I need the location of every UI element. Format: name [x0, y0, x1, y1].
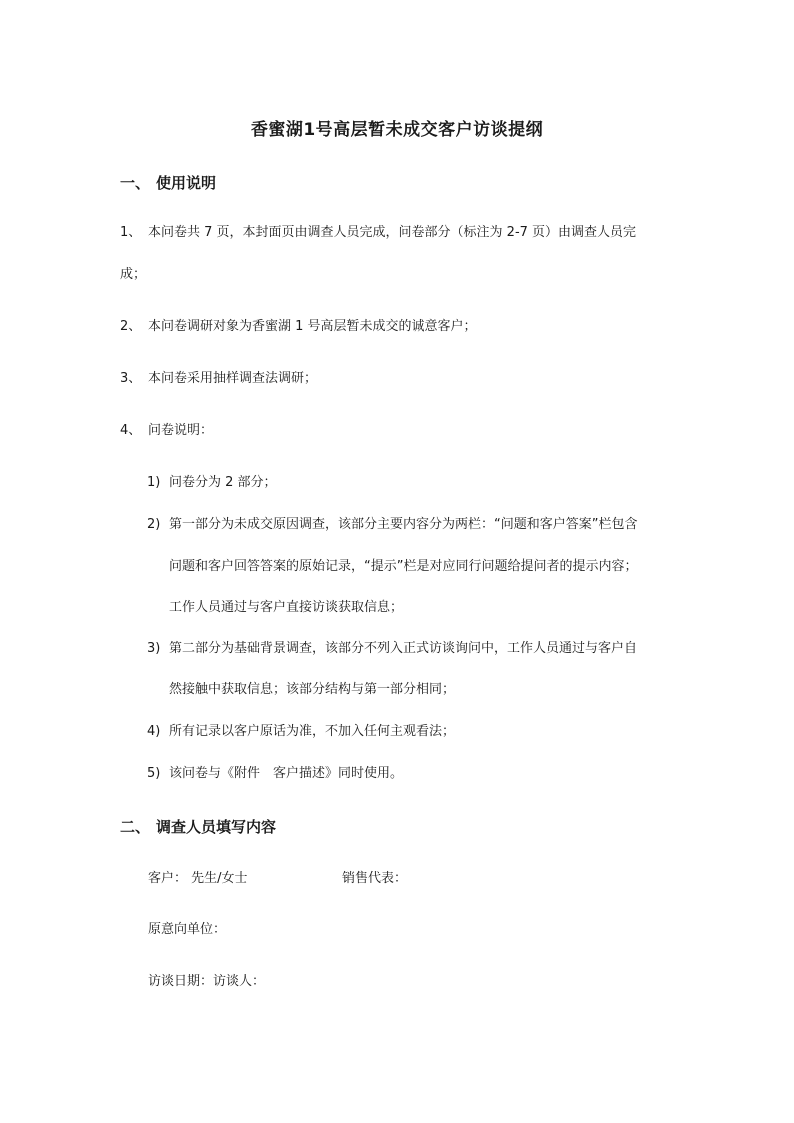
item-number: 2、 — [120, 319, 142, 334]
sub-item-number: 5) — [147, 766, 161, 781]
sub-item-number: 4) — [147, 724, 161, 739]
section-title: 调查人员填写内容 — [156, 818, 277, 836]
list-item — [120, 223, 680, 243]
sub-item-number: 3) — [147, 641, 161, 656]
item-text: 本问卷共 7 页，本封面页由调查人员完成，问卷部分（标注为 2-7 页）由调查人员完 — [148, 225, 637, 240]
field-customer: 客户： 先生/女士 — [148, 871, 248, 886]
item-number: 4、 — [120, 423, 142, 438]
item-text: 本问卷调研对象为香蜜湖 1 号高层暂未成交的诚意客户； — [148, 319, 477, 334]
sub-item — [147, 515, 682, 535]
field-sales-rep: 销售代表： — [342, 871, 408, 886]
sub-item — [147, 764, 682, 784]
sub-item-text: 所有记录以客户原话为准，不加入任何主观看法； — [169, 724, 456, 739]
list-item — [120, 369, 680, 389]
sub-item-continuation: 工作人员通过与客户直接访谈获取信息； — [169, 600, 404, 615]
sub-item-text: 第一部分为未成交原因调查，该部分主要内容分为两栏：“问题和客户答案”栏包含 — [169, 517, 638, 532]
sub-item-text: 第二部分为基础背景调查，该部分不列入正式访谈询问中，工作人员通过与客户自 — [169, 641, 638, 656]
sub-item — [147, 639, 682, 659]
sub-item — [147, 473, 682, 493]
sub-item-number: 1) — [147, 475, 161, 490]
list-item — [120, 317, 680, 337]
sub-item-continuation: 问题和客户回答答案的原始记录，“提示”栏是对应同行问题给提问者的提示内容； — [169, 559, 638, 574]
item-continuation: 成； — [120, 267, 147, 282]
field-original-unit: 原意向单位： — [148, 922, 227, 937]
section-heading-staff-fill — [120, 816, 276, 837]
list-item — [120, 421, 680, 441]
sub-item-text: 问卷分为 2 部分； — [169, 475, 277, 490]
section-heading-usage — [120, 172, 216, 193]
item-number: 1、 — [120, 225, 142, 240]
sub-item-continuation: 然接触中获取信息；该部分结构与第一部分相同； — [169, 682, 456, 697]
section-number: 二、 — [120, 818, 151, 836]
item-number: 3、 — [120, 371, 142, 386]
section-number: 一、 — [120, 174, 151, 192]
item-text: 本问卷采用抽样调查法调研； — [148, 371, 318, 386]
document-title: 香蜜湖1号高层暂未成交客户访谈提纲 — [250, 120, 544, 140]
sub-item — [147, 722, 682, 742]
sub-item-number: 2) — [147, 517, 161, 532]
section-title: 使用说明 — [156, 174, 217, 192]
item-text: 问卷说明： — [148, 423, 214, 438]
sub-item-text: 该问卷与《附件 客户描述》同时使用。 — [169, 766, 404, 781]
field-interview-date: 访谈日期：访谈人： — [148, 974, 266, 989]
